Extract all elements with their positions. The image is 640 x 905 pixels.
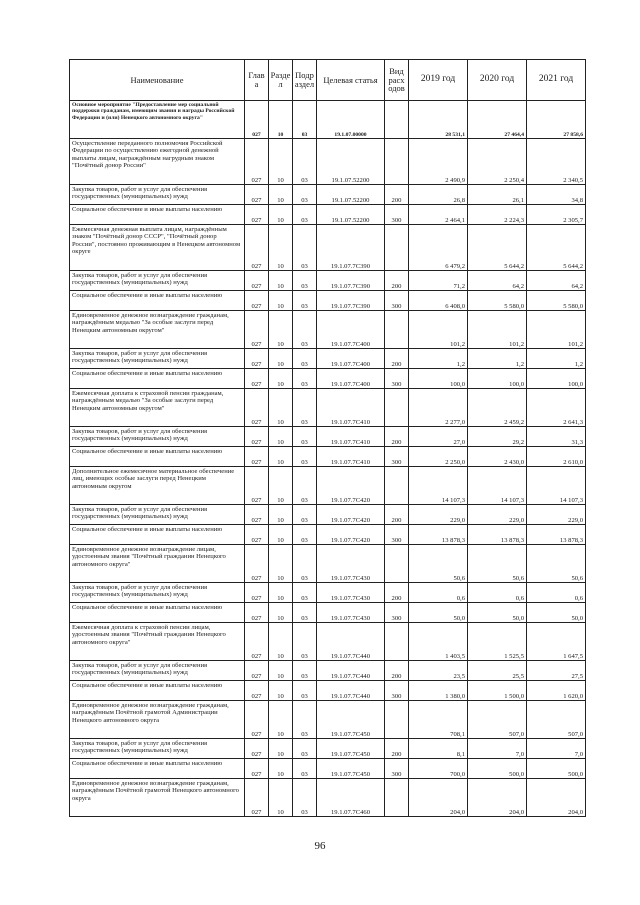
cell-2019: 2 490,9 — [409, 139, 468, 185]
cell-2021: 1 647,5 — [527, 623, 586, 661]
cell-glava: 027 — [245, 447, 269, 467]
cell-vid: 200 — [385, 583, 409, 603]
cell-name: Единовременное денежное вознаграждение лицам, удостоенным звания "Почётный гражданин Ненецкого автономного округа" — [70, 545, 245, 583]
cell-name: Социальное обеспечение и иные выплаты населению — [70, 681, 245, 701]
cell-2020: 1 500,0 — [468, 681, 527, 701]
cell-glava: 027 — [245, 389, 269, 427]
cell-2019: 2 250,0 — [409, 447, 468, 467]
cell-podrazdel: 03 — [293, 545, 317, 583]
table-row — [70, 739, 586, 759]
cell-glava: 027 — [245, 739, 269, 759]
table-row — [70, 505, 586, 525]
cell-2020: 100,0 — [468, 369, 527, 389]
header-2019: 2019 год — [409, 60, 468, 101]
table-row — [70, 545, 586, 583]
cell-2020: 14 107,3 — [468, 467, 527, 505]
cell-statya: 19.1.07.7С440 — [317, 623, 385, 661]
cell-podrazdel: 03 — [293, 369, 317, 389]
cell-razdel: 10 — [269, 101, 293, 139]
cell-2021: 27,5 — [527, 661, 586, 681]
cell-2020: 50,6 — [468, 545, 527, 583]
cell-vid: 200 — [385, 271, 409, 291]
cell-2020: 5 644,2 — [468, 225, 527, 271]
cell-2019: 1 380,0 — [409, 681, 468, 701]
cell-2021: 2 305,7 — [527, 205, 586, 225]
cell-name: Социальное обеспечение и иные выплаты населению — [70, 447, 245, 467]
cell-glava: 027 — [245, 583, 269, 603]
cell-2021: 14 107,3 — [527, 467, 586, 505]
cell-name: Единовременное денежное вознаграждение гражданам, награждённым Почётной грамотой Ненецкого автономного округа — [70, 779, 245, 817]
table-row — [70, 311, 586, 349]
cell-podrazdel: 03 — [293, 291, 317, 311]
cell-podrazdel: 03 — [293, 759, 317, 779]
cell-vid: 200 — [385, 349, 409, 369]
cell-razdel: 10 — [269, 369, 293, 389]
cell-2021: 13 878,3 — [527, 525, 586, 545]
cell-2019: 28 531,1 — [409, 101, 468, 139]
cell-2019: 23,5 — [409, 661, 468, 681]
table-row — [70, 427, 586, 447]
cell-vid: 300 — [385, 205, 409, 225]
cell-vid — [385, 389, 409, 427]
cell-name: Единовременное денежное вознаграждение гражданам, награждённым Почётной грамотой Администрации Ненецкого автономного округа — [70, 701, 245, 739]
cell-vid — [385, 467, 409, 505]
cell-vid: 300 — [385, 369, 409, 389]
cell-razdel: 10 — [269, 759, 293, 779]
table-row — [70, 139, 586, 185]
cell-2021: 27 858,6 — [527, 101, 586, 139]
cell-2021: 500,0 — [527, 759, 586, 779]
cell-2020: 25,5 — [468, 661, 527, 681]
cell-razdel: 10 — [269, 583, 293, 603]
cell-podrazdel: 03 — [293, 205, 317, 225]
cell-glava: 027 — [245, 701, 269, 739]
cell-2019: 26,8 — [409, 185, 468, 205]
cell-podrazdel: 03 — [293, 311, 317, 349]
cell-2019: 708,1 — [409, 701, 468, 739]
cell-statya: 19.1.07.7С430 — [317, 603, 385, 623]
cell-glava: 027 — [245, 779, 269, 817]
cell-name: Ежемесячная денежная выплата лицам, награждённым знаком "Почётный донор СССР", "Почётный донор России", постоянно проживающим в Ненецком автономном округе — [70, 225, 245, 271]
cell-statya: 19.1.07.7С390 — [317, 225, 385, 271]
cell-razdel: 10 — [269, 545, 293, 583]
cell-vid: 200 — [385, 739, 409, 759]
cell-podrazdel: 03 — [293, 271, 317, 291]
cell-2019: 2 277,0 — [409, 389, 468, 427]
cell-vid: 200 — [385, 661, 409, 681]
cell-name: Закупка товаров, работ и услуг для обеспечения государственных (муниципальных) нужд — [70, 583, 245, 603]
cell-2021: 0,6 — [527, 583, 586, 603]
cell-glava: 027 — [245, 427, 269, 447]
cell-2020: 64,2 — [468, 271, 527, 291]
cell-2019: 50,0 — [409, 603, 468, 623]
cell-2021: 1,2 — [527, 349, 586, 369]
cell-podrazdel: 03 — [293, 505, 317, 525]
table-row — [70, 525, 586, 545]
cell-2019: 50,6 — [409, 545, 468, 583]
cell-vid — [385, 139, 409, 185]
cell-razdel: 10 — [269, 661, 293, 681]
cell-2019: 71,2 — [409, 271, 468, 291]
cell-2019: 6 408,0 — [409, 291, 468, 311]
cell-razdel: 10 — [269, 467, 293, 505]
cell-2019: 1 403,5 — [409, 623, 468, 661]
table-header — [70, 60, 586, 101]
cell-podrazdel: 03 — [293, 623, 317, 661]
cell-statya: 19.1.07.7С440 — [317, 661, 385, 681]
cell-2021: 1 620,0 — [527, 681, 586, 701]
cell-name: Социальное обеспечение и иные выплаты населению — [70, 525, 245, 545]
cell-glava: 027 — [245, 623, 269, 661]
cell-statya: 19.1.07.7С410 — [317, 389, 385, 427]
cell-statya: 19.1.07.7С430 — [317, 583, 385, 603]
cell-statya: 19.1.07.7С440 — [317, 681, 385, 701]
cell-2020: 2 459,2 — [468, 389, 527, 427]
table-row — [70, 291, 586, 311]
table-row — [70, 447, 586, 467]
cell-glava: 027 — [245, 225, 269, 271]
cell-razdel: 10 — [269, 349, 293, 369]
cell-vid: 300 — [385, 681, 409, 701]
cell-name: Социальное обеспечение и иные выплаты населению — [70, 205, 245, 225]
cell-vid — [385, 623, 409, 661]
cell-2020: 2 224,3 — [468, 205, 527, 225]
cell-statya: 19.1.07.00000 — [317, 101, 385, 139]
cell-2019: 14 107,3 — [409, 467, 468, 505]
cell-razdel: 10 — [269, 739, 293, 759]
cell-statya: 19.1.07.7С410 — [317, 427, 385, 447]
cell-2019: 1,2 — [409, 349, 468, 369]
cell-vid: 200 — [385, 185, 409, 205]
cell-podrazdel: 03 — [293, 779, 317, 817]
cell-2021: 50,6 — [527, 545, 586, 583]
cell-podrazdel: 03 — [293, 139, 317, 185]
cell-vid: 300 — [385, 291, 409, 311]
cell-name: Единовременное денежное вознаграждение гражданам, награждённым медалью "За особые заслуги перед Ненецким автономным округом" — [70, 311, 245, 349]
cell-podrazdel: 03 — [293, 661, 317, 681]
budget-table — [69, 59, 586, 817]
cell-2019: 8,1 — [409, 739, 468, 759]
cell-vid: 300 — [385, 603, 409, 623]
cell-razdel: 10 — [269, 185, 293, 205]
cell-2021: 34,8 — [527, 185, 586, 205]
cell-statya: 19.1.07.7С430 — [317, 545, 385, 583]
cell-statya: 19.1.07.7С400 — [317, 369, 385, 389]
cell-glava: 027 — [245, 205, 269, 225]
cell-2021: 2 610,0 — [527, 447, 586, 467]
cell-podrazdel: 03 — [293, 681, 317, 701]
cell-name: Закупка товаров, работ и услуг для обеспечения государственных (муниципальных) нужд — [70, 739, 245, 759]
cell-razdel: 10 — [269, 623, 293, 661]
cell-2019: 229,0 — [409, 505, 468, 525]
cell-razdel: 10 — [269, 291, 293, 311]
cell-name: Закупка товаров, работ и услуг для обеспечения государственных (муниципальных) нужд — [70, 349, 245, 369]
cell-podrazdel: 03 — [293, 467, 317, 505]
cell-2019: 2 464,1 — [409, 205, 468, 225]
cell-name: Закупка товаров, работ и услуг для обеспечения государственных (муниципальных) нужд — [70, 427, 245, 447]
cell-2020: 7,0 — [468, 739, 527, 759]
cell-razdel: 10 — [269, 205, 293, 225]
cell-2020: 5 580,0 — [468, 291, 527, 311]
cell-statya: 19.1.07.52200 — [317, 205, 385, 225]
table-row — [70, 701, 586, 739]
cell-2021: 101,2 — [527, 311, 586, 349]
cell-razdel: 10 — [269, 603, 293, 623]
cell-glava: 027 — [245, 759, 269, 779]
cell-2021: 31,3 — [527, 427, 586, 447]
cell-glava: 027 — [245, 681, 269, 701]
cell-2020: 0,6 — [468, 583, 527, 603]
cell-2020: 50,0 — [468, 603, 527, 623]
header-name: Наименование — [70, 60, 245, 101]
cell-glava: 027 — [245, 101, 269, 139]
cell-glava: 027 — [245, 271, 269, 291]
cell-2020: 101,2 — [468, 311, 527, 349]
cell-statya: 19.1.07.7С460 — [317, 779, 385, 817]
cell-name: Закупка товаров, работ и услуг для обеспечения государственных (муниципальных) нужд — [70, 505, 245, 525]
table-row — [70, 681, 586, 701]
table-row — [70, 185, 586, 205]
cell-statya: 19.1.07.7С420 — [317, 467, 385, 505]
table-row — [70, 467, 586, 505]
cell-glava: 027 — [245, 545, 269, 583]
cell-2019: 6 479,2 — [409, 225, 468, 271]
cell-2020: 229,0 — [468, 505, 527, 525]
cell-glava: 027 — [245, 525, 269, 545]
cell-2021: 50,0 — [527, 603, 586, 623]
cell-statya: 19.1.07.7С420 — [317, 525, 385, 545]
table-body — [70, 101, 586, 817]
table-row — [70, 205, 586, 225]
cell-razdel: 10 — [269, 225, 293, 271]
table-row — [70, 101, 586, 139]
cell-2020: 1 525,5 — [468, 623, 527, 661]
cell-2019: 101,2 — [409, 311, 468, 349]
header-2020: 2020 год — [468, 60, 527, 101]
cell-name: Социальное обеспечение и иные выплаты населению — [70, 759, 245, 779]
cell-vid — [385, 101, 409, 139]
table-row — [70, 623, 586, 661]
cell-2019: 700,0 — [409, 759, 468, 779]
cell-2021: 64,2 — [527, 271, 586, 291]
cell-glava: 027 — [245, 139, 269, 185]
cell-2021: 5 644,2 — [527, 225, 586, 271]
cell-razdel: 10 — [269, 389, 293, 427]
cell-podrazdel: 03 — [293, 525, 317, 545]
cell-statya: 19.1.07.7С390 — [317, 291, 385, 311]
cell-name: Закупка товаров, работ и услуг для обеспечения государственных (муниципальных) нужд — [70, 661, 245, 681]
cell-razdel: 10 — [269, 447, 293, 467]
cell-2020: 507,0 — [468, 701, 527, 739]
cell-name: Основное мероприятие "Предоставление мер социальной поддержки гражданам, имеющим звания и награды Российской Федерации и (или) Ненецкого автономного округа" — [70, 101, 245, 139]
cell-podrazdel: 03 — [293, 583, 317, 603]
cell-razdel: 10 — [269, 271, 293, 291]
cell-vid: 300 — [385, 759, 409, 779]
header-glava: Глав а — [245, 60, 269, 101]
cell-2021: 507,0 — [527, 701, 586, 739]
cell-2020: 2 250,4 — [468, 139, 527, 185]
table-row — [70, 349, 586, 369]
cell-glava: 027 — [245, 291, 269, 311]
cell-2020: 27 464,4 — [468, 101, 527, 139]
cell-vid — [385, 311, 409, 349]
cell-2021: 100,0 — [527, 369, 586, 389]
cell-podrazdel: 03 — [293, 101, 317, 139]
table-row — [70, 225, 586, 271]
cell-glava: 027 — [245, 369, 269, 389]
table-row — [70, 759, 586, 779]
cell-2020: 13 878,3 — [468, 525, 527, 545]
cell-2021: 5 580,0 — [527, 291, 586, 311]
cell-statya: 19.1.07.7С450 — [317, 759, 385, 779]
table-row — [70, 603, 586, 623]
cell-podrazdel: 03 — [293, 349, 317, 369]
cell-2019: 204,0 — [409, 779, 468, 817]
page-number: 96 — [314, 840, 326, 852]
cell-name: Ежемесячная доплата к страховой пенсии гражданам, награждённым медалью "За особые заслуги перед Ненецким автономным округом" — [70, 389, 245, 427]
cell-2019: 100,0 — [409, 369, 468, 389]
cell-glava: 027 — [245, 467, 269, 505]
cell-podrazdel: 03 — [293, 603, 317, 623]
header-2021: 2021 год — [527, 60, 586, 101]
cell-podrazdel: 03 — [293, 427, 317, 447]
cell-2020: 26,1 — [468, 185, 527, 205]
cell-razdel: 10 — [269, 701, 293, 739]
cell-glava: 027 — [245, 311, 269, 349]
header-razdel: Разде л — [269, 60, 293, 101]
cell-statya: 19.1.07.52200 — [317, 139, 385, 185]
cell-glava: 027 — [245, 185, 269, 205]
cell-2020: 29,2 — [468, 427, 527, 447]
cell-2019: 13 878,3 — [409, 525, 468, 545]
cell-name: Социальное обеспечение и иные выплаты населению — [70, 291, 245, 311]
cell-razdel: 10 — [269, 779, 293, 817]
cell-2021: 204,0 — [527, 779, 586, 817]
cell-vid: 200 — [385, 427, 409, 447]
cell-glava: 027 — [245, 349, 269, 369]
cell-statya: 19.1.07.52200 — [317, 185, 385, 205]
cell-podrazdel: 03 — [293, 185, 317, 205]
cell-2021: 2 641,3 — [527, 389, 586, 427]
table-row — [70, 779, 586, 817]
cell-razdel: 10 — [269, 311, 293, 349]
cell-statya: 19.1.07.7С410 — [317, 447, 385, 467]
cell-podrazdel: 03 — [293, 739, 317, 759]
cell-2020: 500,0 — [468, 759, 527, 779]
cell-statya: 19.1.07.7С390 — [317, 271, 385, 291]
cell-statya: 19.1.07.7С450 — [317, 701, 385, 739]
cell-razdel: 10 — [269, 139, 293, 185]
cell-razdel: 10 — [269, 525, 293, 545]
cell-name: Дополнительное ежемесячное материальное обеспечение лиц, имеющих особые заслуги перед Ненецким автономным округом — [70, 467, 245, 505]
table-row — [70, 583, 586, 603]
cell-2020: 204,0 — [468, 779, 527, 817]
cell-glava: 027 — [245, 603, 269, 623]
cell-statya: 19.1.07.7С450 — [317, 739, 385, 759]
cell-name: Закупка товаров, работ и услуг для обеспечения государственных (муниципальных) нужд — [70, 185, 245, 205]
cell-vid: 300 — [385, 525, 409, 545]
cell-glava: 027 — [245, 505, 269, 525]
cell-name: Осуществление переданного полномочия Российской Федерации по осуществлению ежегодной денежной выплаты лицам, награждённым нагрудным знаком "Почётный донор России" — [70, 139, 245, 185]
cell-vid — [385, 545, 409, 583]
cell-name: Социальное обеспечение и иные выплаты населению — [70, 369, 245, 389]
table-row — [70, 271, 586, 291]
table-row — [70, 661, 586, 681]
cell-podrazdel: 03 — [293, 389, 317, 427]
cell-razdel: 10 — [269, 427, 293, 447]
table-row — [70, 369, 586, 389]
header-statya: Целевая статья — [317, 60, 385, 101]
cell-statya: 19.1.07.7С400 — [317, 311, 385, 349]
cell-podrazdel: 03 — [293, 447, 317, 467]
cell-2020: 2 430,0 — [468, 447, 527, 467]
cell-podrazdel: 03 — [293, 225, 317, 271]
cell-vid — [385, 225, 409, 271]
cell-name: Социальное обеспечение и иные выплаты населению — [70, 603, 245, 623]
cell-razdel: 10 — [269, 681, 293, 701]
cell-vid — [385, 779, 409, 817]
cell-2021: 2 340,5 — [527, 139, 586, 185]
cell-2019: 0,6 — [409, 583, 468, 603]
cell-2020: 1,2 — [468, 349, 527, 369]
header-vid: Вид расх одов — [385, 60, 409, 101]
cell-vid: 300 — [385, 447, 409, 467]
cell-2021: 7,0 — [527, 739, 586, 759]
cell-name: Закупка товаров, работ и услуг для обеспечения государственных (муниципальных) нужд — [70, 271, 245, 291]
cell-2021: 229,0 — [527, 505, 586, 525]
header-podrazdel: Подр аздел — [293, 60, 317, 101]
cell-podrazdel: 03 — [293, 701, 317, 739]
table-row — [70, 389, 586, 427]
cell-glava: 027 — [245, 661, 269, 681]
cell-2019: 27,0 — [409, 427, 468, 447]
cell-name: Ежемесячная доплата к страховой пенсии лицам, удостоенным звания "Почётный гражданин Ненецкого автономного округа" — [70, 623, 245, 661]
cell-vid — [385, 701, 409, 739]
cell-statya: 19.1.07.7С420 — [317, 505, 385, 525]
cell-statya: 19.1.07.7С400 — [317, 349, 385, 369]
cell-razdel: 10 — [269, 505, 293, 525]
cell-vid: 200 — [385, 505, 409, 525]
